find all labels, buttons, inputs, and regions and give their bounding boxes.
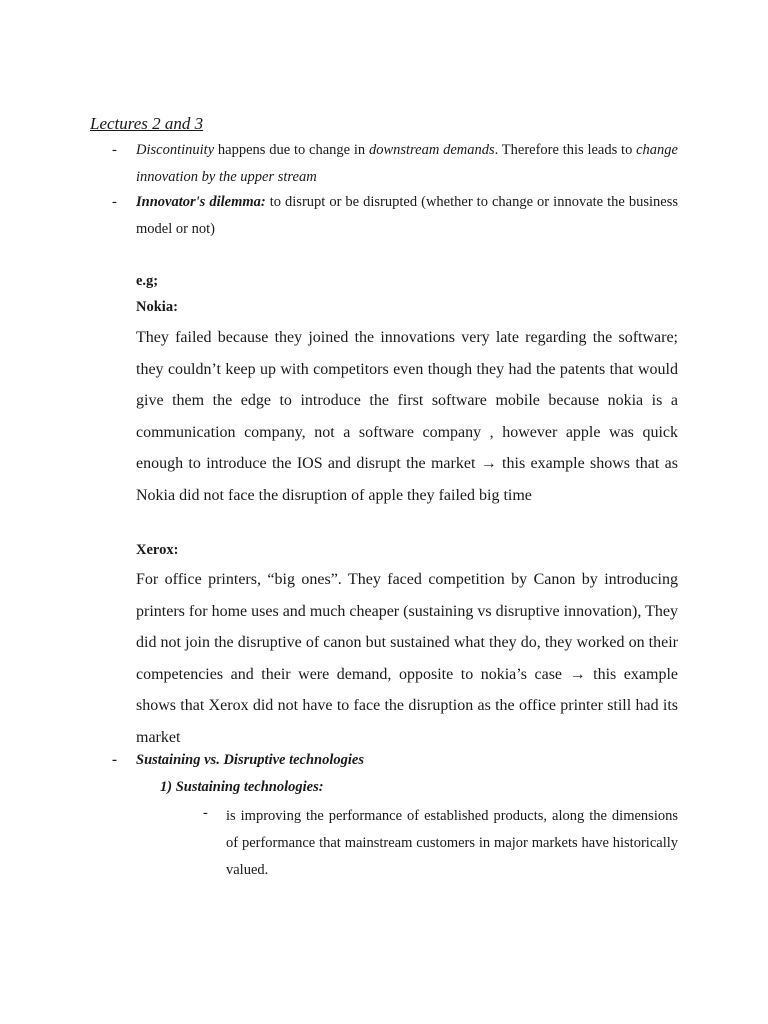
subsection-dash: -	[203, 805, 208, 821]
emph-change-innovation: change innovation by the upper stream	[136, 142, 678, 185]
eg-label: e.g;	[136, 273, 159, 289]
xerox-paragraph: For office printers, “big ones”. They faced competition by Canon by introducing printers for home uses and much cheaper (sustaining vs disruptive innovation), They did not join the disruptive of canon but sustained what they do, they worked on their competencies and their were demand, opposite to nokia’s case → this example shows that Xerox did not have to face the disruption as the office printer still had its market	[136, 571, 678, 746]
nokia-label: Nokia:	[136, 299, 178, 315]
subsection-text: is improving the performance of established products, along the dimensions of performance that mainstream customers in major markets have historically valued.	[226, 808, 678, 878]
bullet-dash: -	[112, 142, 117, 158]
bullet-text	[136, 189, 678, 242]
bullet-innovators-dilemma	[112, 189, 678, 242]
term-discontinuity: Discontinuity	[136, 142, 215, 158]
section-dash: -	[112, 752, 117, 768]
text-fragment: happens due to change in	[214, 142, 369, 158]
bullet-dash: -	[112, 194, 117, 210]
section-title: Sustaining vs. Disruptive technologies	[136, 752, 365, 768]
xerox-label: Xerox:	[136, 542, 179, 558]
emph-downstream: downstream demands	[368, 142, 495, 158]
text-fragment: . Therefore this leads to	[494, 142, 637, 158]
subsection-title: 1) Sustaining technologies:	[160, 779, 324, 795]
term-innovators-dilemma: Innovator's dilemma:	[136, 194, 266, 210]
text-fragment: to disrupt or be disrupted (whether to change or innovate the business model or not)	[136, 194, 678, 237]
bullet-discontinuity	[112, 137, 678, 190]
bullet-text	[136, 137, 678, 190]
nokia-paragraph: They failed because they joined the innovations very late regarding the software; they couldn’t keep up with competitors even though they had the patents that would give them the edge to introduce the first software mobile because nokia is a communication company, not a software company , however apple was quick enough to introduce the IOS and disrupt the market → this example shows that as Nokia did not face the disruption of apple they failed big time	[136, 329, 678, 504]
page-heading: Lectures 2 and 3	[90, 114, 204, 133]
